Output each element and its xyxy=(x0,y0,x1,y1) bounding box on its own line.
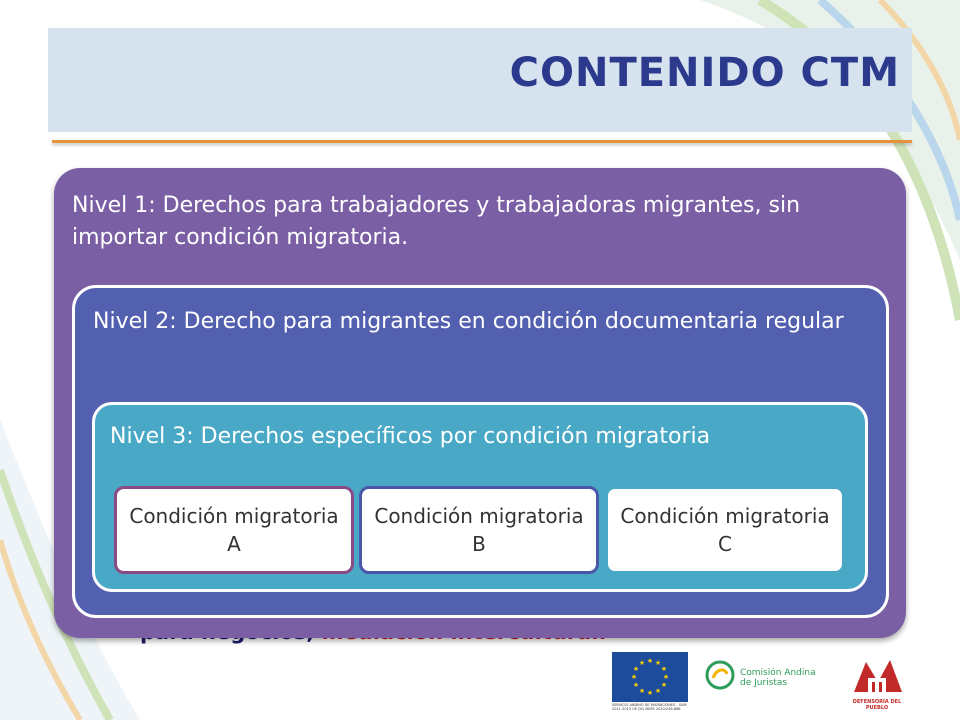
level-3-label: Nivel 3: Derechos específicos por condición migratoria xyxy=(110,424,711,449)
svg-text:★: ★ xyxy=(630,673,638,681)
condition-c-box: Condición migratoria C xyxy=(605,486,845,574)
svg-text:★: ★ xyxy=(662,673,670,681)
caj-line-1: Comisión Andina xyxy=(740,668,816,678)
svg-text:★: ★ xyxy=(632,681,640,689)
slide-title: CONTENIDO CTM xyxy=(509,50,900,96)
condition-a-box: Condición migratoria A xyxy=(114,486,354,574)
condition-b-box: Condición migratoria B xyxy=(359,486,599,574)
level-2-label: Nivel 2: Derecho para migrantes en condición documentaria regular xyxy=(93,309,844,334)
defensoria-logo xyxy=(848,652,908,700)
eu-caption: SERVICIO ANDINO DE MIGRACIONES - SAM 2011-2013 UE DCI-MIGR 2010/246-888 xyxy=(612,703,687,711)
level-1-label: Nivel 1: Derechos para trabajadores y trabajadoras migrantes, sin importar condición migratoria. xyxy=(72,193,801,250)
svg-text:★: ★ xyxy=(654,687,662,695)
svg-text:★: ★ xyxy=(638,687,646,695)
svg-text:★: ★ xyxy=(654,659,662,667)
svg-text:★: ★ xyxy=(638,659,646,667)
svg-text:★: ★ xyxy=(646,689,654,697)
caj-line-2: de Juristas xyxy=(740,678,788,688)
caj-logo-icon xyxy=(705,660,735,690)
caj-logo-text xyxy=(740,668,816,688)
svg-text:★: ★ xyxy=(660,665,668,673)
svg-text:★: ★ xyxy=(632,665,640,673)
svg-text:★: ★ xyxy=(646,657,654,665)
eu-flag-logo xyxy=(612,652,688,702)
svg-text:★: ★ xyxy=(660,681,668,689)
defensoria-caption: DEFENSORÍA DEL PUEBLO xyxy=(852,699,902,711)
title-divider xyxy=(52,140,912,143)
